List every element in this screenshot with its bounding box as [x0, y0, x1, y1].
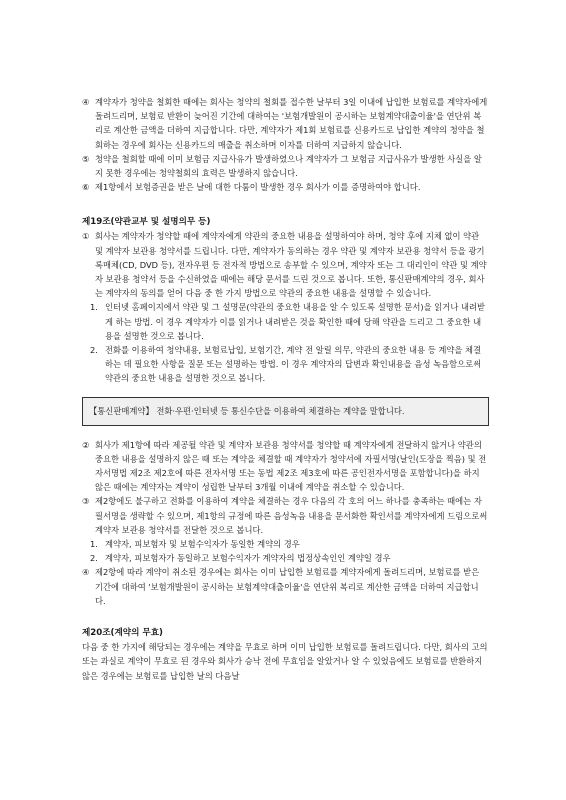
clause-text: 제1항에서 보험증권을 받은 날에 대한 다툼이 발생한 경우 회사가 이를 증명하여야 합니다.	[95, 182, 421, 193]
item-number: 2.	[90, 553, 98, 564]
clause-mark: ③	[82, 496, 90, 507]
clause-text: 청약을 철회할 때에 이미 보험금 지급사유가 발생하였으나 계약자가 그 보험금 지급사유가 발생한 사실을 알지 못한 경우에는 청약철회의 효력은 발생하지 않습니다.	[95, 153, 482, 179]
article-19-clause-3-item-2	[82, 551, 489, 565]
item-number: 1.	[90, 539, 98, 550]
clause-mark: ④	[82, 97, 90, 107]
note-tag: 【통신판매계약】	[89, 405, 154, 416]
item-text: 전화를 이용하여 청약내용, 보험료납입, 보험기간, 계약 전 알릴 의무, 약관의 중요한 내용 등 계약을 체결하는 데 필요한 사항을 질문 또는 설명하는 방법. 이 경우 계약자의 답변과 확인내용을 음성 녹음함으로써 약관의 중요한 내용을 설명한 것으로 봅니다.	[105, 345, 482, 384]
article-19-title: 제19조(약관교부 및 설명의무 등)	[82, 217, 211, 228]
clause-text: 제2항에 따라 계약이 취소된 경우에는 회사는 이미 납입한 보험료를 계약자에게 돌려드리며, 보험료를 받은 기간에 대하여 '보험개발원이 공시하는 보험계약대출이율'을 연단위 복리로 계산한 금액을 더하여 지급합니다.	[95, 567, 480, 606]
item-number: 1.	[90, 302, 98, 313]
article-19-clause-1-item-1	[82, 300, 489, 343]
article-19-clause-2	[82, 438, 489, 495]
article-19-clause-3	[82, 494, 489, 537]
telemarketing-definition-box	[82, 397, 489, 426]
document-page	[82, 95, 489, 683]
clause-mark: ⑤	[82, 153, 90, 164]
clause-6-dispute	[82, 180, 489, 194]
clause-text: 회사가 제1항에 따라 제공될 약관 및 계약자 보관용 청약서를 청약할 때 계약자에게 전달하지 않거나 약관의 중요한 내용을 설명하지 않은 때 또는 계약을 체결할 때 계약자가 청약서에 자필서명(날인(도장을 찍음) 및 전자서명법 제2조 제2호에 따른 전자서명 또는 동법 제2조 제3호에 따른 공인전자서명을 포함합니다)을 하지 않은 때에는 계약자는 계약이 성립한 날부터 3개월 이내에 계약을 취소할 수 있습니다.	[95, 439, 487, 493]
clause-mark: ④	[82, 567, 90, 578]
clause-mark: ②	[82, 439, 90, 450]
clause-5-withdrawal	[82, 152, 489, 180]
item-text: 인터넷 홈페이지에서 약관 및 그 설명문(약관의 중요한 내용을 알 수 있도록 설명한 문서)을 읽거나 내려받게 하는 방법. 이 경우 계약자가 이를 읽거나 내려받은 것을 확인한 때에 당해 약관을 드리고 그 중요한 내용을 설명한 것으로 봅니다.	[105, 302, 486, 341]
article-19-clause-1	[82, 229, 489, 300]
article-20-body: 다음 중 한 가지에 해당되는 경우에는 계약을 무효로 하며 이미 납입한 보험료를 돌려드립니다. 다만, 회사의 고의 또는 과실로 계약이 무효로 된 경우와 회사가 승낙 전에 무효임을 알았거나 알 수 있었음에도 보험료를 반환하지 않은 경우에는 보험료를 납입한 날의 다음날	[82, 642, 488, 681]
note-text: 전화·우편·인터넷 등 통신수단을 이용하여 체결하는 계약을 말합니다.	[156, 405, 405, 416]
clause-text: 제2항에도 불구하고 전화를 이용하여 계약을 체결하는 경우 다음의 각 호의 어느 하나를 충족하는 때에는 자필서명을 생략할 수 있으며, 제1항의 규정에 따른 음성녹음 내용을 문서화한 확인서를 계약자에게 드림으로써 계약자 보관용 청약서를 전달한 것으로 봅니다.	[95, 496, 488, 535]
clause-text: 회사는 계약자가 청약할 때에 계약자에게 약관의 중요한 내용을 설명하여야 하며, 청약 후에 지체 없이 약관 및 계약자 보관용 청약서를 드립니다. 다만, 계약자가 동의하는 경우 약관 및 계약자 보관용 청약서 등을 광기록매체(CD, DVD 등), 전자우편 등 전자적 방법으로 송부할 수 있으며, 계약자 또는 그 대리인이 약관 및 계약자 보관용 청약서 등을 수신하였을 때에는 해당 문서를 드린 것으로 봅니다. 또한, 통신판매계약의 경우, 회사는 계약자의 동의를 얻어 다음 중 한 가지 방법으로 약관의 중요한 내용을 설명할 수 있습니다.	[95, 231, 487, 299]
clause-mark: ⑥	[82, 182, 90, 193]
item-number: 2.	[90, 345, 98, 356]
clause-4-refund	[82, 95, 489, 152]
article-19-clause-3-item-1	[82, 537, 489, 551]
item-text: 계약자, 피보험자 및 보험수익자가 동일한 계약의 경우	[105, 539, 300, 550]
clause-mark: ①	[82, 231, 90, 242]
item-text: 계약자, 피보험자가 동일하고 보험수익자가 계약자의 법정상속인인 계약일 경우	[105, 553, 391, 564]
article-19-clause-4	[82, 565, 489, 608]
article-20-title: 제20조(계약의 무효)	[82, 628, 163, 639]
article-19-clause-1-item-2	[82, 343, 489, 386]
clause-text: 계약자가 청약을 철회한 때에는 회사는 청약의 철회를 접수한 날부터 3일 이내에 납입한 보험료를 계약자에게 돌려드리며, 보험료 반환이 늦어진 기간에 대하여는 '보험개발원이 공시하는 보험계약대출이율'을 연단위 복리로 계산한 금액을 더하여 지급합니다. 다만, 계약자가 제1회 보험료를 신용카드로 납입한 계약의 청약을 철회하는 경우에 회사는 신용카드의 매출을 취소하며 이자를 더하여 지급하지 않습니다.	[95, 97, 488, 150]
